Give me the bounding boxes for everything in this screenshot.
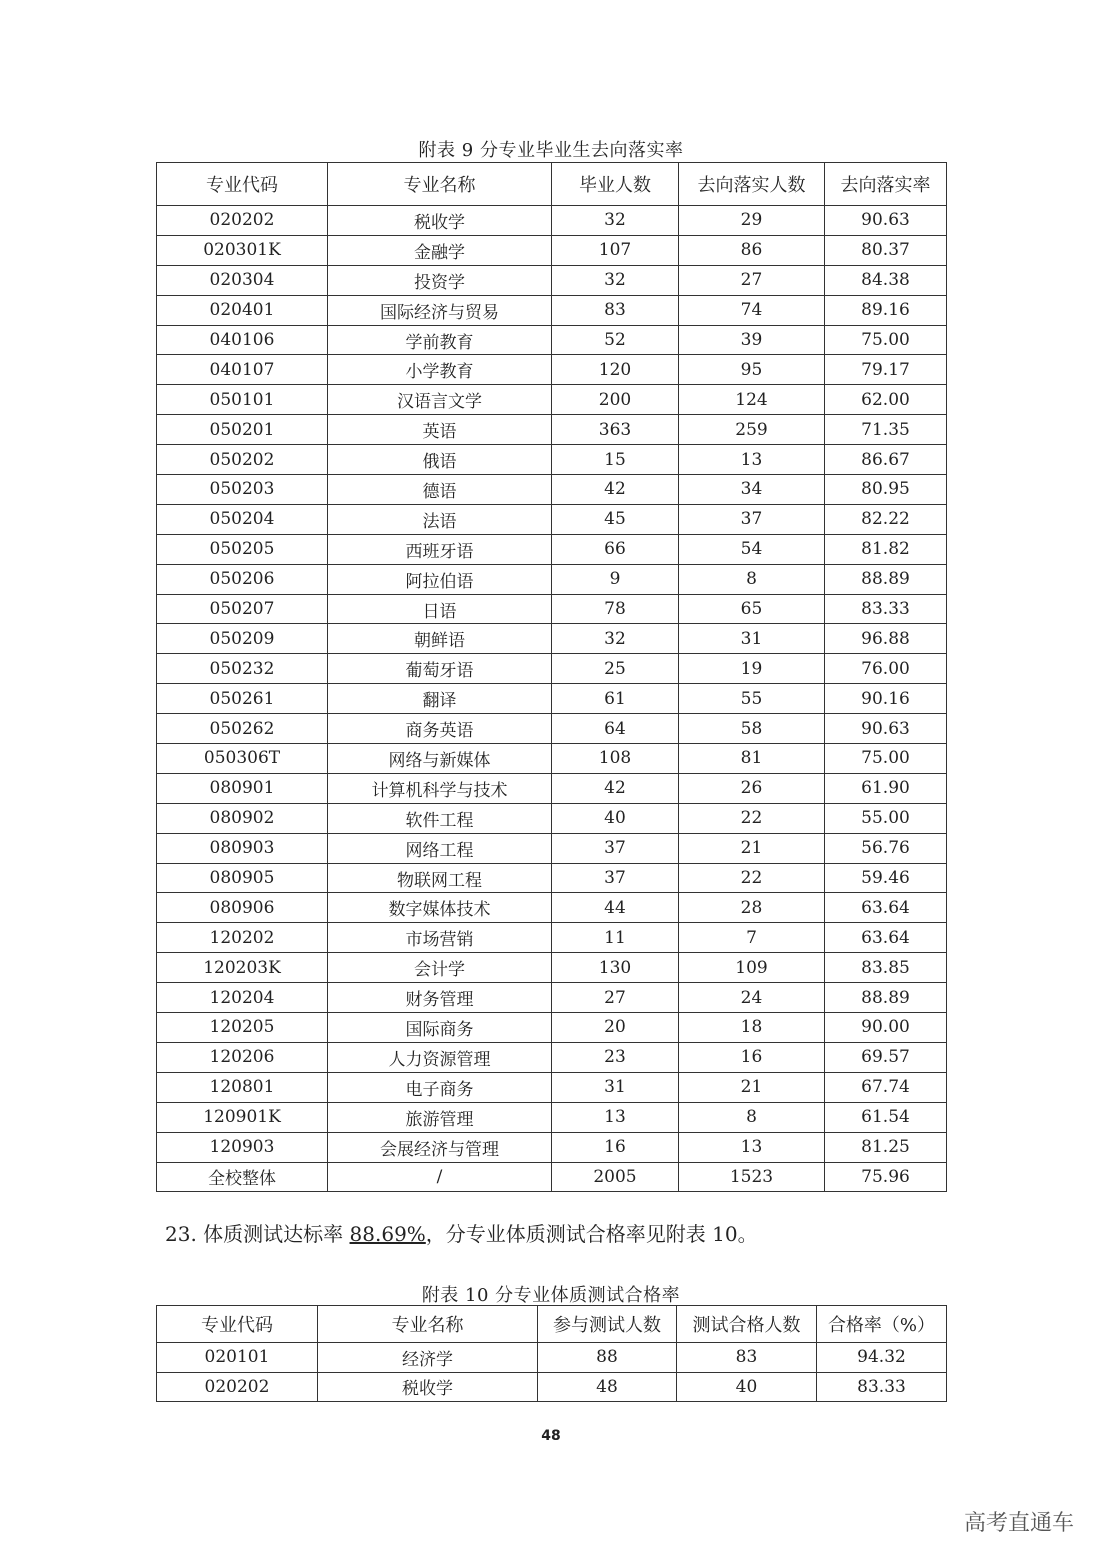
table-row (157, 953, 947, 983)
table-cell: 75.00 (825, 325, 947, 355)
table-cell: 经济学 (318, 1343, 538, 1373)
table-cell: 120202 (157, 923, 328, 953)
table-row (157, 325, 947, 355)
table-cell: 52 (552, 325, 679, 355)
table-row (157, 1343, 947, 1373)
table-cell: 8 (679, 564, 825, 594)
table-cell: 120903 (157, 1132, 328, 1162)
table-cell: 网络与新媒体 (328, 744, 552, 774)
table-cell: 020202 (157, 1372, 318, 1402)
table-cell: 日语 (328, 594, 552, 624)
table-cell: 86 (679, 235, 825, 265)
column-header: 专业代码 (157, 163, 328, 206)
table-row (157, 445, 947, 475)
table-cell: 83.33 (817, 1372, 947, 1402)
table-cell: 13 (552, 1102, 679, 1132)
table-cell: 39 (679, 325, 825, 355)
fitness-test-table (156, 1305, 947, 1402)
table-cell: 37 (679, 504, 825, 534)
column-header: 合格率（%） (817, 1306, 947, 1343)
table-cell: 朝鲜语 (328, 624, 552, 654)
table-cell: 76.00 (825, 654, 947, 684)
table-cell: 27 (679, 265, 825, 295)
table-cell: 108 (552, 744, 679, 774)
table-row (157, 504, 947, 534)
table-cell: 080903 (157, 833, 328, 863)
table-cell: 电子商务 (328, 1072, 552, 1102)
table-cell: 15 (552, 445, 679, 475)
table-cell: 37 (552, 833, 679, 863)
table-cell: 67.74 (825, 1072, 947, 1102)
table-cell: 61.54 (825, 1102, 947, 1132)
table-cell: 107 (552, 235, 679, 265)
table-row (157, 983, 947, 1013)
table-cell: 363 (552, 415, 679, 445)
table-cell: 会计学 (328, 953, 552, 983)
table-cell: 全校整体 (157, 1162, 328, 1192)
table-cell: 人力资源管理 (328, 1042, 552, 1072)
table-header-row (157, 163, 947, 206)
table-cell: 71.35 (825, 415, 947, 445)
table-row (157, 1102, 947, 1132)
table-row (157, 714, 947, 744)
table-cell: 050262 (157, 714, 328, 744)
table-cell: 88.89 (825, 983, 947, 1013)
table-cell: 61 (552, 684, 679, 714)
table-cell: 21 (679, 833, 825, 863)
table-cell: 20 (552, 1013, 679, 1043)
table-row (157, 265, 947, 295)
table-cell: 34 (679, 475, 825, 505)
table-cell: 软件工程 (328, 803, 552, 833)
table-row (157, 385, 947, 415)
table-cell: 24 (679, 983, 825, 1013)
table-row (157, 654, 947, 684)
table-row (157, 1372, 947, 1402)
table10-caption: 附表 10 分专业体质测试合格率 (421, 1285, 681, 1306)
table-row (157, 773, 947, 803)
table-cell: 050261 (157, 684, 328, 714)
table-cell: 22 (679, 863, 825, 893)
table-row (157, 594, 947, 624)
table-cell: 31 (679, 624, 825, 654)
table-cell: 58 (679, 714, 825, 744)
table-cell: 7 (679, 923, 825, 953)
table-row (157, 893, 947, 923)
table-cell: 80.95 (825, 475, 947, 505)
table-cell: 54 (679, 534, 825, 564)
table-cell: 11 (552, 923, 679, 953)
table-cell: 81.25 (825, 1132, 947, 1162)
table-cell: 64 (552, 714, 679, 744)
table-cell: 61.90 (825, 773, 947, 803)
table-cell: 050101 (157, 385, 328, 415)
column-header: 去向落实率 (825, 163, 947, 206)
table-cell: 26 (679, 773, 825, 803)
paragraph-prefix: 23. 体质测试达标率 (165, 1222, 350, 1246)
table-cell: 050206 (157, 564, 328, 594)
table-cell: 55 (679, 684, 825, 714)
table-cell: 020304 (157, 265, 328, 295)
table-cell: 96.88 (825, 624, 947, 654)
table-cell: 66 (552, 534, 679, 564)
table-cell: 89.16 (825, 295, 947, 325)
table-cell: 080906 (157, 893, 328, 923)
page-number: 48 (541, 1428, 561, 1444)
table-row (157, 1072, 947, 1102)
table-cell: 69.57 (825, 1042, 947, 1072)
table-cell: 1523 (679, 1162, 825, 1192)
table-row (157, 355, 947, 385)
table-row (157, 1013, 947, 1043)
table-cell: 税收学 (318, 1372, 538, 1402)
table-row (157, 235, 947, 265)
table-header-row (157, 1306, 947, 1343)
table-cell: 81.82 (825, 534, 947, 564)
table-row (157, 923, 947, 953)
column-header: 毕业人数 (552, 163, 679, 206)
table-row (157, 534, 947, 564)
table-cell: 83.33 (825, 594, 947, 624)
table-cell: 法语 (328, 504, 552, 534)
table-cell: 48 (538, 1372, 677, 1402)
table-cell: 74 (679, 295, 825, 325)
table-cell: 会展经济与管理 (328, 1132, 552, 1162)
table-cell: 16 (679, 1042, 825, 1072)
table-cell: 79.17 (825, 355, 947, 385)
table-cell: 财务管理 (328, 983, 552, 1013)
table-cell: 税收学 (328, 206, 552, 236)
table-cell: 124 (679, 385, 825, 415)
table-cell: 28 (679, 893, 825, 923)
table-cell: 62.00 (825, 385, 947, 415)
table-row (157, 863, 947, 893)
table-cell: 050209 (157, 624, 328, 654)
table-cell: 75.96 (825, 1162, 947, 1192)
table-cell: 德语 (328, 475, 552, 505)
table-row (157, 803, 947, 833)
table-cell: 21 (679, 1072, 825, 1102)
table-cell: 27 (552, 983, 679, 1013)
table-cell: 050205 (157, 534, 328, 564)
table-cell: 120205 (157, 1013, 328, 1043)
table-cell: 13 (679, 1132, 825, 1162)
table-cell: 汉语言文学 (328, 385, 552, 415)
table-cell: 9 (552, 564, 679, 594)
table-cell: 050203 (157, 475, 328, 505)
table-cell: 25 (552, 654, 679, 684)
table-cell: 29 (679, 206, 825, 236)
table-row (157, 475, 947, 505)
table-cell: 国际商务 (328, 1013, 552, 1043)
table-cell: 42 (552, 475, 679, 505)
table-cell: 040107 (157, 355, 328, 385)
table-cell: 19 (679, 654, 825, 684)
table-cell: 78 (552, 594, 679, 624)
table-cell: 82.22 (825, 504, 947, 534)
table-cell: 020101 (157, 1343, 318, 1373)
table-cell: 西班牙语 (328, 534, 552, 564)
table-cell: 网络工程 (328, 833, 552, 863)
table-row (157, 624, 947, 654)
table-cell: 81 (679, 744, 825, 774)
table-cell: 2005 (552, 1162, 679, 1192)
table-cell: 080905 (157, 863, 328, 893)
table-cell: 75.00 (825, 744, 947, 774)
fitness-paragraph (165, 1218, 758, 1247)
table-cell: 120801 (157, 1072, 328, 1102)
table-cell: 120901K (157, 1102, 328, 1132)
table-cell: 130 (552, 953, 679, 983)
table-cell: 200 (552, 385, 679, 415)
table-cell: 56.76 (825, 833, 947, 863)
column-header: 参与测试人数 (538, 1306, 677, 1343)
table-cell: 旅游管理 (328, 1102, 552, 1132)
table-cell: 国际经济与贸易 (328, 295, 552, 325)
pass-rate-value: 88.69% (349, 1222, 426, 1246)
table-cell: 13 (679, 445, 825, 475)
table-cell: 83 (677, 1343, 817, 1373)
table-cell: 120206 (157, 1042, 328, 1072)
table-cell: 俄语 (328, 445, 552, 475)
table-row (157, 833, 947, 863)
table-cell: 市场营销 (328, 923, 552, 953)
column-header: 去向落实人数 (679, 163, 825, 206)
table-cell: 080902 (157, 803, 328, 833)
table-cell: 英语 (328, 415, 552, 445)
table-cell: 数字媒体技术 (328, 893, 552, 923)
table-cell: 翻译 (328, 684, 552, 714)
table-cell: 55.00 (825, 803, 947, 833)
table-cell: 63.64 (825, 923, 947, 953)
table-cell: 31 (552, 1072, 679, 1102)
table-cell: 18 (679, 1013, 825, 1043)
table-cell: 020301K (157, 235, 328, 265)
table-cell: 商务英语 (328, 714, 552, 744)
table-cell: 90.63 (825, 206, 947, 236)
table-cell: 小学教育 (328, 355, 552, 385)
table-row (157, 684, 947, 714)
table-cell: 59.46 (825, 863, 947, 893)
table-cell: 040106 (157, 325, 328, 355)
table-row (157, 1042, 947, 1072)
table-cell: 金融学 (328, 235, 552, 265)
table-cell: 32 (552, 624, 679, 654)
table-cell: 90.16 (825, 684, 947, 714)
table-cell: 83.85 (825, 953, 947, 983)
table-cell: 050202 (157, 445, 328, 475)
table-cell: 259 (679, 415, 825, 445)
table-cell: 22 (679, 803, 825, 833)
table-cell: 86.67 (825, 445, 947, 475)
column-header: 专业名称 (328, 163, 552, 206)
table-cell: 44 (552, 893, 679, 923)
table-cell: 020401 (157, 295, 328, 325)
table-cell: 109 (679, 953, 825, 983)
paragraph-suffix: ，分专业体质测试合格率见附表 10。 (425, 1222, 758, 1246)
table-cell: / (328, 1162, 552, 1192)
table-cell: 080901 (157, 773, 328, 803)
table-cell: 45 (552, 504, 679, 534)
table-cell: 050207 (157, 594, 328, 624)
table-cell: 94.32 (817, 1343, 947, 1373)
table-cell: 050232 (157, 654, 328, 684)
table-row (157, 206, 947, 236)
table-row (157, 415, 947, 445)
graduate-destination-table (156, 162, 947, 1192)
table-cell: 投资学 (328, 265, 552, 295)
table-cell: 40 (552, 803, 679, 833)
table-cell: 050201 (157, 415, 328, 445)
table-cell: 学前教育 (328, 325, 552, 355)
watermark: 高考直通车 (963, 1511, 1074, 1536)
column-header: 专业名称 (318, 1306, 538, 1343)
table-cell: 95 (679, 355, 825, 385)
column-header: 专业代码 (157, 1306, 318, 1343)
table-cell: 80.37 (825, 235, 947, 265)
table-cell: 63.64 (825, 893, 947, 923)
table-cell: 阿拉伯语 (328, 564, 552, 594)
table-cell: 120204 (157, 983, 328, 1013)
table-cell: 050204 (157, 504, 328, 534)
table-cell: 120203K (157, 953, 328, 983)
table-cell: 23 (552, 1042, 679, 1072)
table9-caption: 附表 9 分专业毕业生去向落实率 (418, 140, 684, 161)
table-cell: 42 (552, 773, 679, 803)
table-cell: 65 (679, 594, 825, 624)
table-row (157, 1132, 947, 1162)
table-cell: 40 (677, 1372, 817, 1402)
table-cell: 120 (552, 355, 679, 385)
table-cell: 83 (552, 295, 679, 325)
table-cell: 90.00 (825, 1013, 947, 1043)
table-cell: 8 (679, 1102, 825, 1132)
table-row (157, 1162, 947, 1192)
table-cell: 葡萄牙语 (328, 654, 552, 684)
table-cell: 32 (552, 265, 679, 295)
table-cell: 32 (552, 206, 679, 236)
table-cell: 88 (538, 1343, 677, 1373)
table-row (157, 744, 947, 774)
table-cell: 84.38 (825, 265, 947, 295)
table-cell: 020202 (157, 206, 328, 236)
table-cell: 计算机科学与技术 (328, 773, 552, 803)
column-header: 测试合格人数 (677, 1306, 817, 1343)
table-cell: 050306T (157, 744, 328, 774)
table-cell: 物联网工程 (328, 863, 552, 893)
table-row (157, 295, 947, 325)
table-cell: 90.63 (825, 714, 947, 744)
table-cell: 37 (552, 863, 679, 893)
table-row (157, 564, 947, 594)
table-cell: 88.89 (825, 564, 947, 594)
table-cell: 16 (552, 1132, 679, 1162)
